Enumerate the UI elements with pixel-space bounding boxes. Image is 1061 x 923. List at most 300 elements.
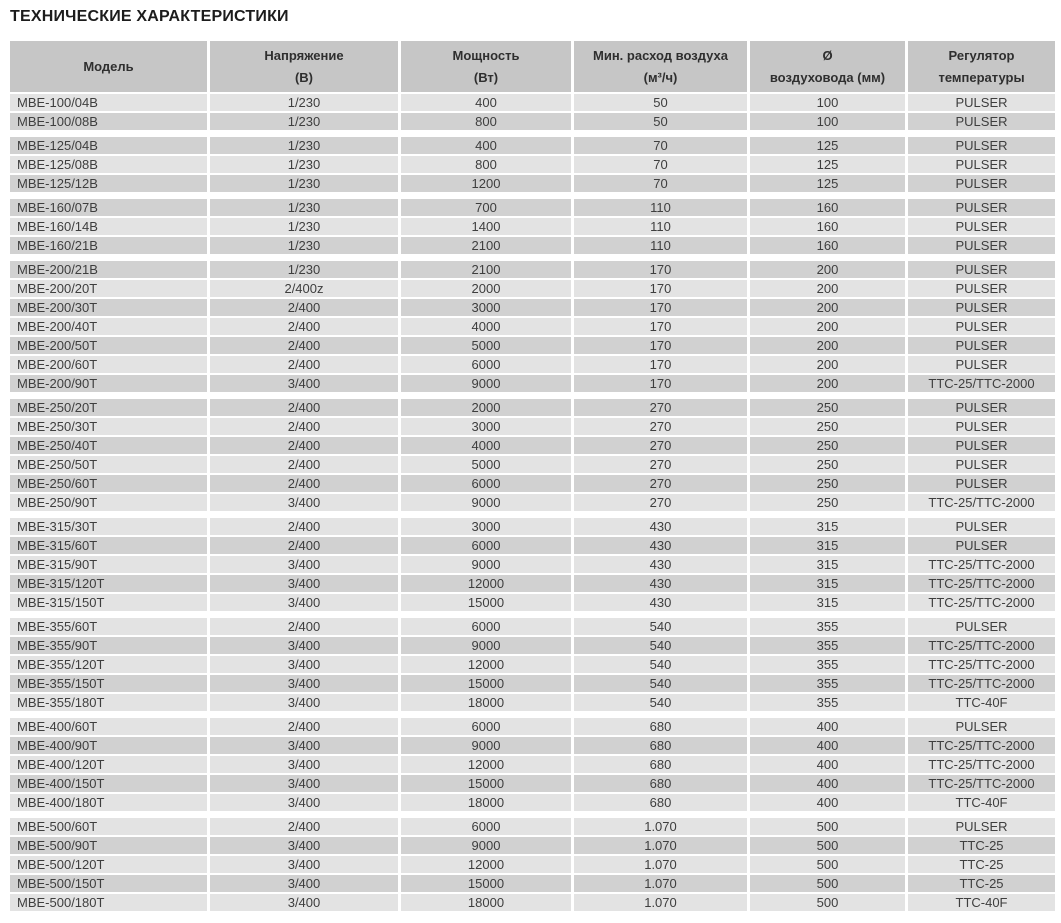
cell-temp_regulator: PULSER — [908, 399, 1055, 416]
cell-power_w: 5000 — [401, 456, 571, 473]
cell-min_airflow_m3h: 270 — [574, 475, 747, 492]
table-row — [10, 437, 1055, 454]
cell-duct_diameter_mm: 315 — [750, 518, 905, 535]
cell-temp_regulator: PULSER — [908, 318, 1055, 335]
cell-voltage_v: 2/400 — [210, 356, 398, 373]
column-header-model: Модель — [10, 41, 207, 92]
cell-voltage_v: 1/230 — [210, 156, 398, 173]
cell-voltage_v: 1/230 — [210, 175, 398, 192]
cell-model: MBE-400/120T — [10, 756, 207, 773]
cell-duct_diameter_mm: 315 — [750, 556, 905, 573]
cell-voltage_v: 3/400 — [210, 756, 398, 773]
cell-voltage_v: 2/400 — [210, 475, 398, 492]
table-row — [10, 875, 1055, 892]
table-row — [10, 656, 1055, 673]
cell-temp_regulator: TTC-25/TTC-2000 — [908, 375, 1055, 392]
cell-temp_regulator: PULSER — [908, 280, 1055, 297]
table-row — [10, 594, 1055, 611]
cell-voltage_v: 2/400 — [210, 299, 398, 316]
cell-min_airflow_m3h: 680 — [574, 718, 747, 735]
cell-temp_regulator: PULSER — [908, 618, 1055, 635]
cell-duct_diameter_mm: 250 — [750, 399, 905, 416]
cell-voltage_v: 3/400 — [210, 775, 398, 792]
cell-power_w: 18000 — [401, 694, 571, 711]
cell-duct_diameter_mm: 400 — [750, 737, 905, 754]
table-row — [10, 756, 1055, 773]
cell-temp_regulator: PULSER — [908, 718, 1055, 735]
table-row — [10, 318, 1055, 335]
cell-min_airflow_m3h: 170 — [574, 261, 747, 278]
cell-model: MBE-200/50T — [10, 337, 207, 354]
cell-duct_diameter_mm: 250 — [750, 494, 905, 511]
cell-model: MBE-315/30T — [10, 518, 207, 535]
cell-duct_diameter_mm: 355 — [750, 637, 905, 654]
cell-temp_regulator: PULSER — [908, 299, 1055, 316]
cell-voltage_v: 2/400 — [210, 418, 398, 435]
cell-duct_diameter_mm: 315 — [750, 537, 905, 554]
cell-model: MBE-200/30T — [10, 299, 207, 316]
cell-min_airflow_m3h: 1.070 — [574, 856, 747, 873]
group-spacer-cell — [10, 813, 1055, 816]
cell-model: MBE-400/90T — [10, 737, 207, 754]
cell-model: MBE-500/60T — [10, 818, 207, 835]
table-row — [10, 694, 1055, 711]
cell-temp_regulator: PULSER — [908, 337, 1055, 354]
cell-duct_diameter_mm: 315 — [750, 594, 905, 611]
cell-duct_diameter_mm: 125 — [750, 137, 905, 154]
cell-voltage_v: 3/400 — [210, 656, 398, 673]
cell-power_w: 6000 — [401, 818, 571, 835]
cell-temp_regulator: PULSER — [908, 237, 1055, 254]
cell-voltage_v: 1/230 — [210, 113, 398, 130]
group-spacer-cell — [10, 256, 1055, 259]
cell-voltage_v: 3/400 — [210, 575, 398, 592]
cell-duct_diameter_mm: 160 — [750, 218, 905, 235]
cell-min_airflow_m3h: 170 — [574, 299, 747, 316]
cell-voltage_v: 1/230 — [210, 94, 398, 111]
cell-temp_regulator: TTC-25/TTC-2000 — [908, 556, 1055, 573]
cell-temp_regulator: PULSER — [908, 537, 1055, 554]
cell-duct_diameter_mm: 125 — [750, 156, 905, 173]
table-row — [10, 518, 1055, 535]
cell-power_w: 4000 — [401, 318, 571, 335]
cell-model: MBE-250/20T — [10, 399, 207, 416]
cell-duct_diameter_mm: 355 — [750, 618, 905, 635]
cell-min_airflow_m3h: 430 — [574, 556, 747, 573]
cell-duct_diameter_mm: 200 — [750, 337, 905, 354]
table-row — [10, 537, 1055, 554]
table-row — [10, 299, 1055, 316]
cell-min_airflow_m3h: 540 — [574, 675, 747, 692]
cell-duct_diameter_mm: 500 — [750, 837, 905, 854]
cell-model: MBE-100/08B — [10, 113, 207, 130]
table-row — [10, 818, 1055, 835]
cell-min_airflow_m3h: 1.070 — [574, 818, 747, 835]
cell-model: MBE-315/90T — [10, 556, 207, 573]
table-row — [10, 618, 1055, 635]
cell-voltage_v: 2/400 — [210, 456, 398, 473]
cell-power_w: 18000 — [401, 794, 571, 811]
cell-min_airflow_m3h: 1.070 — [574, 837, 747, 854]
cell-voltage_v: 3/400 — [210, 837, 398, 854]
cell-temp_regulator: PULSER — [908, 818, 1055, 835]
table-row — [10, 280, 1055, 297]
cell-voltage_v: 3/400 — [210, 556, 398, 573]
cell-model: MBE-200/40T — [10, 318, 207, 335]
cell-min_airflow_m3h: 540 — [574, 694, 747, 711]
cell-temp_regulator: PULSER — [908, 137, 1055, 154]
cell-model: MBE-315/60T — [10, 537, 207, 554]
cell-voltage_v: 1/230 — [210, 237, 398, 254]
cell-voltage_v: 3/400 — [210, 675, 398, 692]
cell-power_w: 6000 — [401, 475, 571, 492]
cell-temp_regulator: PULSER — [908, 261, 1055, 278]
table-row — [10, 418, 1055, 435]
cell-temp_regulator: TTC-25 — [908, 837, 1055, 854]
column-header-voltage_v: Напряжение (В) — [210, 41, 398, 92]
cell-model: MBE-400/60T — [10, 718, 207, 735]
cell-power_w: 5000 — [401, 337, 571, 354]
cell-temp_regulator: PULSER — [908, 113, 1055, 130]
group-spacer — [10, 132, 1055, 135]
cell-duct_diameter_mm: 400 — [750, 718, 905, 735]
cell-duct_diameter_mm: 200 — [750, 356, 905, 373]
cell-min_airflow_m3h: 540 — [574, 656, 747, 673]
cell-power_w: 6000 — [401, 537, 571, 554]
cell-model: MBE-315/150T — [10, 594, 207, 611]
cell-model: MBE-200/90T — [10, 375, 207, 392]
cell-min_airflow_m3h: 680 — [574, 775, 747, 792]
cell-model: MBE-125/08B — [10, 156, 207, 173]
cell-power_w: 2000 — [401, 280, 571, 297]
cell-power_w: 1400 — [401, 218, 571, 235]
table-row — [10, 337, 1055, 354]
cell-model: MBE-355/120T — [10, 656, 207, 673]
cell-duct_diameter_mm: 250 — [750, 475, 905, 492]
cell-duct_diameter_mm: 500 — [750, 894, 905, 911]
cell-duct_diameter_mm: 400 — [750, 794, 905, 811]
cell-model: MBE-500/120T — [10, 856, 207, 873]
table-row — [10, 556, 1055, 573]
cell-power_w: 700 — [401, 199, 571, 216]
cell-min_airflow_m3h: 110 — [574, 199, 747, 216]
cell-power_w: 9000 — [401, 837, 571, 854]
table-row — [10, 375, 1055, 392]
cell-duct_diameter_mm: 250 — [750, 418, 905, 435]
cell-duct_diameter_mm: 315 — [750, 575, 905, 592]
group-spacer — [10, 513, 1055, 516]
cell-temp_regulator: PULSER — [908, 437, 1055, 454]
cell-power_w: 15000 — [401, 875, 571, 892]
cell-power_w: 400 — [401, 137, 571, 154]
group-spacer-cell — [10, 194, 1055, 197]
cell-temp_regulator: PULSER — [908, 175, 1055, 192]
cell-power_w: 6000 — [401, 718, 571, 735]
cell-min_airflow_m3h: 680 — [574, 756, 747, 773]
cell-power_w: 3000 — [401, 518, 571, 535]
cell-min_airflow_m3h: 1.070 — [574, 894, 747, 911]
cell-voltage_v: 1/230 — [210, 261, 398, 278]
table-row — [10, 494, 1055, 511]
cell-power_w: 15000 — [401, 675, 571, 692]
cell-voltage_v: 3/400 — [210, 637, 398, 654]
group-spacer — [10, 613, 1055, 616]
cell-min_airflow_m3h: 430 — [574, 575, 747, 592]
cell-min_airflow_m3h: 270 — [574, 494, 747, 511]
cell-min_airflow_m3h: 110 — [574, 218, 747, 235]
cell-temp_regulator: PULSER — [908, 218, 1055, 235]
cell-model: MBE-315/120T — [10, 575, 207, 592]
column-header-temp_regulator: Регулятор температуры — [908, 41, 1055, 92]
cell-voltage_v: 2/400 — [210, 718, 398, 735]
cell-voltage_v: 3/400 — [210, 375, 398, 392]
cell-min_airflow_m3h: 430 — [574, 594, 747, 611]
cell-voltage_v: 3/400 — [210, 737, 398, 754]
cell-min_airflow_m3h: 270 — [574, 418, 747, 435]
cell-model: MBE-200/20T — [10, 280, 207, 297]
cell-voltage_v: 1/230 — [210, 218, 398, 235]
cell-min_airflow_m3h: 1.070 — [574, 875, 747, 892]
cell-temp_regulator: PULSER — [908, 199, 1055, 216]
cell-temp_regulator: PULSER — [908, 156, 1055, 173]
cell-duct_diameter_mm: 200 — [750, 375, 905, 392]
cell-voltage_v: 3/400 — [210, 875, 398, 892]
cell-model: MBE-355/60T — [10, 618, 207, 635]
table-row — [10, 237, 1055, 254]
cell-temp_regulator: PULSER — [908, 356, 1055, 373]
cell-power_w: 800 — [401, 156, 571, 173]
cell-min_airflow_m3h: 50 — [574, 113, 747, 130]
group-spacer-cell — [10, 713, 1055, 716]
cell-voltage_v: 1/230 — [210, 199, 398, 216]
cell-model: MBE-125/12B — [10, 175, 207, 192]
cell-duct_diameter_mm: 500 — [750, 818, 905, 835]
cell-model: MBE-355/180T — [10, 694, 207, 711]
table-row — [10, 113, 1055, 130]
cell-model: MBE-500/90T — [10, 837, 207, 854]
table-row — [10, 137, 1055, 154]
cell-temp_regulator: TTC-25/TTC-2000 — [908, 737, 1055, 754]
cell-voltage_v: 3/400 — [210, 856, 398, 873]
cell-voltage_v: 3/400 — [210, 694, 398, 711]
column-header-min_airflow_m3h: Мин. расход воздуха (м³/ч) — [574, 41, 747, 92]
cell-voltage_v: 2/400 — [210, 537, 398, 554]
cell-min_airflow_m3h: 270 — [574, 437, 747, 454]
column-header-power_w: Мощность (Вт) — [401, 41, 571, 92]
cell-power_w: 15000 — [401, 775, 571, 792]
cell-duct_diameter_mm: 355 — [750, 694, 905, 711]
cell-min_airflow_m3h: 270 — [574, 399, 747, 416]
cell-model: MBE-250/90T — [10, 494, 207, 511]
specs-table — [7, 39, 1058, 913]
group-spacer — [10, 256, 1055, 259]
cell-model: MBE-400/180T — [10, 794, 207, 811]
cell-model: MBE-250/50T — [10, 456, 207, 473]
group-spacer-cell — [10, 513, 1055, 516]
cell-model: MBE-160/14B — [10, 218, 207, 235]
specs-table-body — [10, 94, 1055, 911]
cell-temp_regulator: TTC-25/TTC-2000 — [908, 756, 1055, 773]
cell-voltage_v: 2/400 — [210, 437, 398, 454]
table-row — [10, 856, 1055, 873]
cell-power_w: 400 — [401, 94, 571, 111]
cell-voltage_v: 2/400 — [210, 337, 398, 354]
cell-min_airflow_m3h: 170 — [574, 356, 747, 373]
table-row — [10, 218, 1055, 235]
column-header-duct_diameter_mm: Ø воздуховода (мм) — [750, 41, 905, 92]
cell-temp_regulator: PULSER — [908, 418, 1055, 435]
table-row — [10, 261, 1055, 278]
cell-voltage_v: 2/400 — [210, 818, 398, 835]
cell-power_w: 12000 — [401, 856, 571, 873]
cell-voltage_v: 2/400 — [210, 518, 398, 535]
table-row — [10, 399, 1055, 416]
cell-model: MBE-160/07B — [10, 199, 207, 216]
cell-duct_diameter_mm: 160 — [750, 237, 905, 254]
cell-voltage_v: 3/400 — [210, 894, 398, 911]
cell-power_w: 3000 — [401, 299, 571, 316]
cell-duct_diameter_mm: 400 — [750, 775, 905, 792]
cell-power_w: 9000 — [401, 494, 571, 511]
cell-power_w: 9000 — [401, 737, 571, 754]
cell-power_w: 1200 — [401, 175, 571, 192]
cell-power_w: 18000 — [401, 894, 571, 911]
group-spacer — [10, 813, 1055, 816]
cell-model: MBE-250/40T — [10, 437, 207, 454]
cell-duct_diameter_mm: 100 — [750, 113, 905, 130]
cell-duct_diameter_mm: 500 — [750, 875, 905, 892]
cell-power_w: 6000 — [401, 618, 571, 635]
cell-duct_diameter_mm: 125 — [750, 175, 905, 192]
cell-min_airflow_m3h: 680 — [574, 794, 747, 811]
cell-duct_diameter_mm: 200 — [750, 299, 905, 316]
cell-model: MBE-500/180T — [10, 894, 207, 911]
cell-model: MBE-100/04B — [10, 94, 207, 111]
cell-temp_regulator: TTC-25/TTC-2000 — [908, 494, 1055, 511]
cell-temp_regulator: TTC-40F — [908, 794, 1055, 811]
cell-model: MBE-200/60T — [10, 356, 207, 373]
table-row — [10, 175, 1055, 192]
cell-duct_diameter_mm: 355 — [750, 675, 905, 692]
table-row — [10, 718, 1055, 735]
cell-min_airflow_m3h: 270 — [574, 456, 747, 473]
cell-temp_regulator: TTC-25/TTC-2000 — [908, 656, 1055, 673]
group-spacer-cell — [10, 613, 1055, 616]
group-spacer — [10, 394, 1055, 397]
cell-voltage_v: 2/400z — [210, 280, 398, 297]
cell-power_w: 12000 — [401, 756, 571, 773]
cell-model: MBE-200/21B — [10, 261, 207, 278]
cell-power_w: 4000 — [401, 437, 571, 454]
table-row — [10, 675, 1055, 692]
cell-temp_regulator: TTC-25/TTC-2000 — [908, 594, 1055, 611]
cell-min_airflow_m3h: 540 — [574, 637, 747, 654]
cell-duct_diameter_mm: 250 — [750, 456, 905, 473]
cell-duct_diameter_mm: 200 — [750, 261, 905, 278]
cell-voltage_v: 3/400 — [210, 494, 398, 511]
table-row — [10, 775, 1055, 792]
cell-min_airflow_m3h: 170 — [574, 318, 747, 335]
table-row — [10, 737, 1055, 754]
table-row — [10, 199, 1055, 216]
cell-power_w: 12000 — [401, 575, 571, 592]
cell-min_airflow_m3h: 170 — [574, 375, 747, 392]
cell-model: MBE-355/150T — [10, 675, 207, 692]
table-row — [10, 475, 1055, 492]
cell-temp_regulator: TTC-40F — [908, 694, 1055, 711]
cell-min_airflow_m3h: 430 — [574, 518, 747, 535]
group-spacer — [10, 194, 1055, 197]
cell-min_airflow_m3h: 70 — [574, 175, 747, 192]
cell-temp_regulator: PULSER — [908, 475, 1055, 492]
cell-min_airflow_m3h: 430 — [574, 537, 747, 554]
cell-power_w: 9000 — [401, 637, 571, 654]
specs-table-header — [10, 41, 1055, 92]
cell-temp_regulator: TTC-25/TTC-2000 — [908, 575, 1055, 592]
table-row — [10, 356, 1055, 373]
cell-power_w: 2100 — [401, 237, 571, 254]
cell-min_airflow_m3h: 680 — [574, 737, 747, 754]
cell-power_w: 800 — [401, 113, 571, 130]
cell-voltage_v: 2/400 — [210, 618, 398, 635]
cell-duct_diameter_mm: 355 — [750, 656, 905, 673]
cell-temp_regulator: TTC-25/TTC-2000 — [908, 637, 1055, 654]
cell-min_airflow_m3h: 540 — [574, 618, 747, 635]
cell-duct_diameter_mm: 400 — [750, 756, 905, 773]
cell-power_w: 9000 — [401, 375, 571, 392]
cell-power_w: 3000 — [401, 418, 571, 435]
cell-temp_regulator: PULSER — [908, 456, 1055, 473]
group-spacer-cell — [10, 394, 1055, 397]
cell-temp_regulator: TTC-25/TTC-2000 — [908, 775, 1055, 792]
cell-duct_diameter_mm: 250 — [750, 437, 905, 454]
table-row — [10, 456, 1055, 473]
cell-power_w: 9000 — [401, 556, 571, 573]
cell-temp_regulator: TTC-25/TTC-2000 — [908, 675, 1055, 692]
cell-temp_regulator: TTC-25 — [908, 875, 1055, 892]
cell-power_w: 2100 — [401, 261, 571, 278]
cell-voltage_v: 2/400 — [210, 399, 398, 416]
cell-min_airflow_m3h: 110 — [574, 237, 747, 254]
cell-model: MBE-125/04B — [10, 137, 207, 154]
cell-duct_diameter_mm: 500 — [750, 856, 905, 873]
cell-power_w: 15000 — [401, 594, 571, 611]
group-spacer — [10, 713, 1055, 716]
cell-power_w: 6000 — [401, 356, 571, 373]
cell-power_w: 2000 — [401, 399, 571, 416]
cell-voltage_v: 2/400 — [210, 318, 398, 335]
cell-duct_diameter_mm: 100 — [750, 94, 905, 111]
table-row — [10, 837, 1055, 854]
cell-min_airflow_m3h: 170 — [574, 280, 747, 297]
group-spacer-cell — [10, 132, 1055, 135]
cell-voltage_v: 1/230 — [210, 137, 398, 154]
cell-model: MBE-400/150T — [10, 775, 207, 792]
cell-model: MBE-500/150T — [10, 875, 207, 892]
cell-duct_diameter_mm: 200 — [750, 280, 905, 297]
cell-voltage_v: 3/400 — [210, 594, 398, 611]
cell-temp_regulator: PULSER — [908, 94, 1055, 111]
cell-voltage_v: 3/400 — [210, 794, 398, 811]
cell-min_airflow_m3h: 70 — [574, 156, 747, 173]
cell-min_airflow_m3h: 170 — [574, 337, 747, 354]
cell-power_w: 12000 — [401, 656, 571, 673]
table-row — [10, 94, 1055, 111]
table-row — [10, 637, 1055, 654]
cell-model: MBE-250/60T — [10, 475, 207, 492]
cell-min_airflow_m3h: 70 — [574, 137, 747, 154]
cell-duct_diameter_mm: 160 — [750, 199, 905, 216]
